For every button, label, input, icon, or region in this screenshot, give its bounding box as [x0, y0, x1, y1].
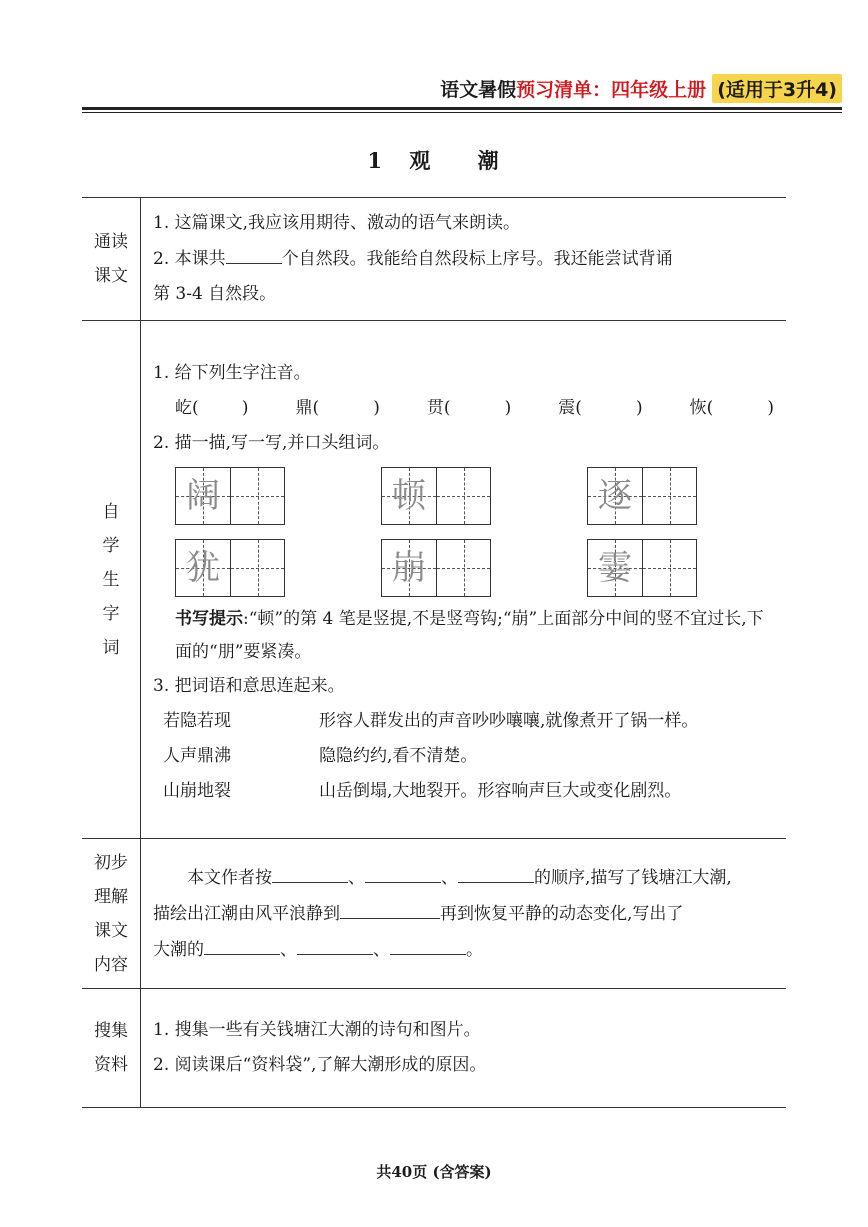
read-item-2-b: 个自然段。我能给自然段标上序号。我还能尝试背诵 — [281, 249, 673, 269]
blank-order-1[interactable] — [272, 860, 348, 883]
trace-cell — [382, 468, 436, 524]
para-sep: 、 — [441, 867, 458, 888]
pinyin-open: 鼎( — [295, 398, 320, 418]
label-line: 搜集 — [94, 1021, 128, 1041]
section-collect-label — [82, 989, 141, 1108]
lesson-title-char-2: 潮 — [477, 148, 501, 173]
match-word[interactable]: 山崩地裂 — [163, 781, 231, 801]
write-cell[interactable] — [436, 540, 490, 596]
section-vocab-content — [141, 321, 787, 839]
read-item-2-c: 第 3-4 自然段。 — [153, 284, 277, 304]
para-text: 描绘出江潮由风平浪静到 — [153, 903, 340, 924]
lesson-title-char-1: 观 — [409, 148, 433, 173]
section-read — [82, 198, 786, 321]
pinyin-item[interactable] — [296, 391, 380, 426]
section-vocab — [82, 321, 786, 839]
match-meaning[interactable]: 山岳倒塌,大地裂开。形容响声巨大或变化剧烈。 — [319, 781, 682, 801]
trace-char: 崩 — [392, 548, 426, 588]
pinyin-row — [153, 391, 774, 426]
pinyin-item[interactable] — [175, 391, 249, 426]
tianzige-box[interactable] — [381, 467, 491, 525]
section-collect-content — [141, 989, 787, 1108]
blank-feature-2[interactable] — [297, 932, 373, 955]
writing-tip — [153, 603, 774, 669]
label-line: 字 — [102, 603, 120, 624]
write-cell[interactable] — [642, 468, 696, 524]
label-line: 理解 — [94, 886, 128, 907]
trace-cell — [176, 468, 230, 524]
match-row[interactable] — [153, 774, 774, 809]
header-part2: 预习清单：四年级上册 — [516, 78, 707, 101]
pinyin-close: ) — [241, 398, 249, 418]
writing-tip-label: 书写提示 — [175, 609, 243, 629]
para-text: 的顺序,描写了钱塘江大潮, — [534, 867, 732, 888]
label-line: 学 — [102, 535, 120, 556]
para-end: 。 — [466, 939, 483, 960]
tianzige-row-1 — [175, 467, 774, 525]
collect-item-1: 1. 搜集一些有关钱塘江大潮的诗句和图片。 — [153, 1020, 481, 1040]
label-line: 通读 — [94, 232, 128, 252]
header-part1: 语文暑假 — [440, 78, 517, 101]
tianzige-box[interactable] — [587, 467, 697, 525]
header-rule-thick — [82, 107, 842, 110]
para-sep: 、 — [348, 867, 365, 888]
lesson-number: 1 — [367, 148, 384, 173]
read-item-1: 1. 这篇课文,我应该用期待、激动的语气来朗读。 — [153, 213, 521, 233]
section-read-content — [141, 198, 787, 321]
lesson-title — [0, 145, 868, 175]
section-understand-content — [141, 839, 787, 989]
para-text: 再到恢复平静的动态变化,写出了 — [440, 903, 684, 924]
pinyin-close: ) — [635, 398, 643, 418]
page-footer: 共40页 (含答案) — [376, 1163, 492, 1181]
label-line: 课文 — [94, 920, 128, 941]
trace-cell — [588, 540, 642, 596]
collect-item-2: 2. 阅读课后“资料袋”,了解大潮形成的原因。 — [153, 1055, 487, 1075]
match-word[interactable]: 若隐若现 — [163, 711, 231, 731]
vocab-q1: 1. 给下列生字注音。 — [153, 363, 311, 383]
write-cell[interactable] — [230, 540, 284, 596]
section-understand — [82, 839, 786, 989]
pinyin-open: 震( — [558, 398, 582, 418]
tianzige-box[interactable] — [175, 467, 285, 525]
blank-feature-3[interactable] — [390, 932, 466, 955]
blank-feature-1[interactable] — [204, 932, 280, 955]
header-part3: (适用于3升4) — [712, 74, 842, 103]
match-row[interactable] — [153, 739, 774, 774]
read-item-2-a: 2. 本课共 — [153, 249, 226, 269]
trace-char: 顿 — [392, 476, 426, 516]
trace-char: 阔 — [186, 476, 220, 516]
pinyin-close: ) — [504, 398, 512, 418]
vocab-q3: 3. 把词语和意思连起来。 — [153, 676, 345, 696]
trace-char: 逐 — [598, 476, 632, 516]
tianzige-box[interactable] — [587, 539, 697, 597]
understand-line-3 — [153, 932, 774, 968]
pinyin-close: ) — [767, 398, 774, 418]
section-vocab-label — [82, 321, 141, 839]
blank-paragraph-count[interactable] — [226, 241, 282, 264]
pinyin-open: 恢( — [689, 398, 714, 418]
match-meaning[interactable]: 形容人群发出的声音吵吵嚷嚷,就像煮开了锅一样。 — [319, 711, 699, 731]
writing-tip-text: :“顿”的第 4 笔是竖提,不是竖弯钩;“崩”上面部分中间的竖不宜过长,下面的“朋”要紧凑。 — [175, 609, 764, 662]
trace-cell — [176, 540, 230, 596]
label-line: 资料 — [94, 1055, 128, 1075]
match-word[interactable]: 人声鼎沸 — [163, 746, 231, 766]
trace-char: 霎 — [598, 548, 632, 588]
understand-paragraph — [153, 860, 774, 896]
match-meaning[interactable]: 隐隐约约,看不清楚。 — [319, 746, 478, 766]
pinyin-item[interactable] — [558, 391, 642, 426]
label-line: 初步 — [94, 852, 128, 873]
trace-cell — [588, 468, 642, 524]
tianzige-box[interactable] — [175, 539, 285, 597]
trace-cell — [382, 540, 436, 596]
label-line: 课文 — [94, 266, 128, 286]
section-read-label — [82, 198, 141, 321]
section-collect — [82, 989, 786, 1108]
label-line: 词 — [102, 637, 120, 658]
pinyin-item[interactable] — [427, 391, 511, 426]
label-line: 内容 — [94, 954, 128, 975]
blank-order-2[interactable] — [365, 860, 441, 883]
header-rule-thin — [82, 112, 842, 113]
read-item-2 — [153, 241, 774, 277]
label-line: 生 — [102, 569, 120, 590]
blank-change[interactable] — [340, 896, 440, 919]
blank-order-3[interactable] — [458, 860, 534, 883]
para-sep: 、 — [373, 939, 390, 960]
label-line: 自 — [102, 501, 120, 522]
pinyin-open: 贯( — [426, 398, 451, 418]
para-text: 本文作者按 — [187, 867, 272, 888]
vocab-q2: 2. 描一描,写一写,并口头组词。 — [153, 433, 390, 453]
para-text: 大潮的 — [153, 939, 204, 960]
pinyin-open: 屹( — [175, 398, 199, 418]
tianzige-row-2 — [175, 539, 774, 597]
pinyin-close: ) — [373, 398, 380, 418]
section-understand-label — [82, 839, 141, 989]
page-header — [440, 72, 842, 104]
match-row[interactable] — [153, 704, 774, 739]
write-cell[interactable] — [436, 468, 490, 524]
write-cell[interactable] — [642, 540, 696, 596]
write-cell[interactable] — [230, 468, 284, 524]
worksheet-table — [82, 197, 786, 1108]
pinyin-item[interactable] — [690, 391, 774, 426]
understand-line-2 — [153, 896, 774, 932]
trace-char: 犹 — [186, 548, 220, 588]
tianzige-box[interactable] — [381, 539, 491, 597]
para-sep: 、 — [280, 939, 297, 960]
